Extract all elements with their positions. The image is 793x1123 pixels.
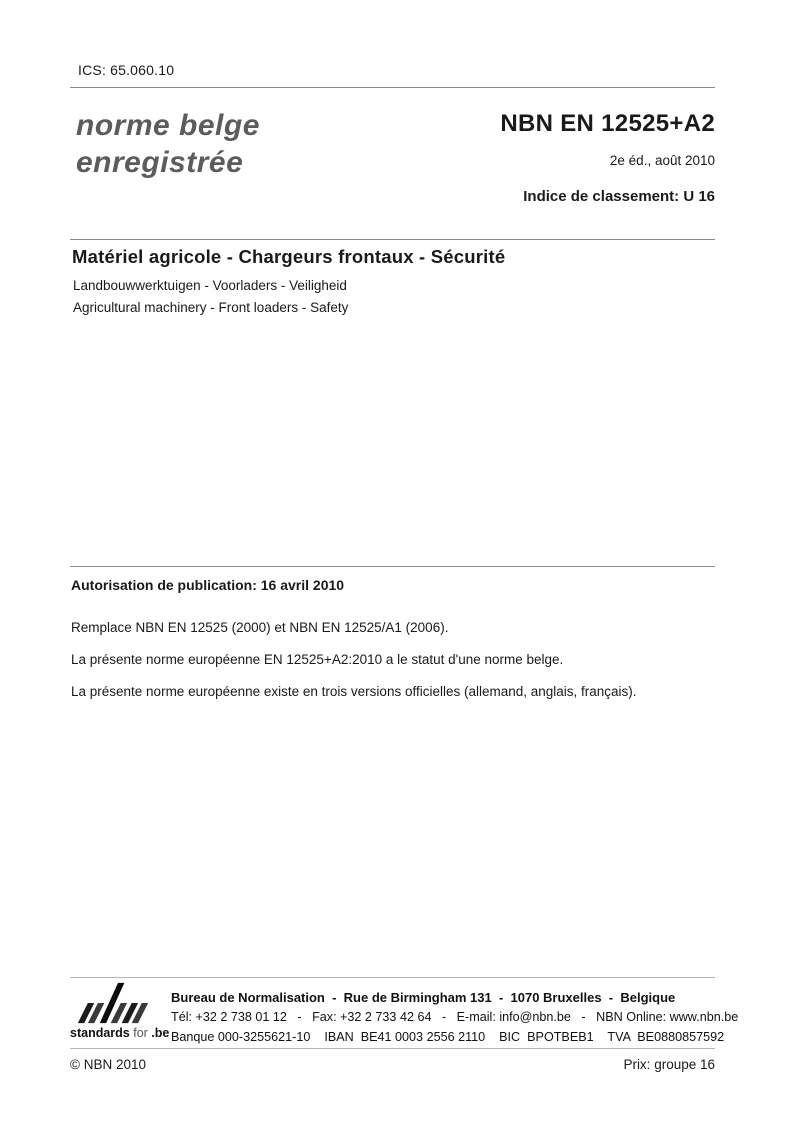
footer-divider-top bbox=[70, 977, 715, 978]
tagline-for: for bbox=[129, 1026, 152, 1040]
copyright-notice: © NBN 2010 bbox=[70, 1057, 146, 1072]
footer-address: Bureau de Normalisation - Rue de Birmingham 131 - 1070 Bruxelles - Belgique bbox=[171, 990, 676, 1005]
document-type-label bbox=[76, 107, 260, 181]
ics-code: ICS: 65.060.10 bbox=[78, 62, 175, 78]
nbn-logo-icon bbox=[76, 981, 160, 1025]
header-divider bbox=[70, 87, 715, 88]
publication-divider bbox=[70, 566, 715, 567]
edition-date: 2e éd., août 2010 bbox=[609, 153, 715, 168]
standard-code: NBN EN 12525+A2 bbox=[500, 110, 715, 137]
classification-index: Indice de classement: U 16 bbox=[523, 188, 715, 205]
publication-note: La présente norme européenne EN 12525+A2:2010 a le statut d'une norme belge. bbox=[71, 652, 564, 667]
document-type-line1: norme belge bbox=[76, 109, 260, 142]
publication-authorization: Autorisation de publication: 16 avril 2010 bbox=[71, 577, 345, 593]
tagline-standards: standards bbox=[70, 1026, 130, 1040]
document-type-line2: enregistrée bbox=[76, 146, 244, 179]
title-french: Matériel agricole - Chargeurs frontaux - Sécurité bbox=[72, 246, 506, 267]
footer-bank-details: Banque 000-3255621-10 IBAN BE41 0003 2556 2110 BIC BPOTBEB1 TVA BE0880857592 bbox=[171, 1030, 725, 1044]
tagline-be: .be bbox=[151, 1026, 170, 1040]
title-divider bbox=[70, 239, 715, 240]
nbn-logo-tagline bbox=[70, 1026, 170, 1040]
footer-divider-bottom bbox=[70, 1048, 715, 1049]
title-dutch: Landbouwwerktuigen - Voorladers - Veiligheid bbox=[73, 278, 347, 293]
price-group: Prix: groupe 16 bbox=[623, 1057, 715, 1072]
publication-note: Remplace NBN EN 12525 (2000) et NBN EN 12525/A1 (2006). bbox=[71, 620, 449, 635]
footer-contact: Tél: +32 2 738 01 12 - Fax: +32 2 733 42 64 - E-mail: info@nbn.be - NBN Online: www.nbn.be bbox=[171, 1010, 739, 1024]
nbn-logo bbox=[70, 981, 170, 1040]
title-english: Agricultural machinery - Front loaders - Safety bbox=[73, 300, 349, 315]
publication-note: La présente norme européenne existe en trois versions officielles (allemand, anglais, français). bbox=[71, 684, 637, 699]
